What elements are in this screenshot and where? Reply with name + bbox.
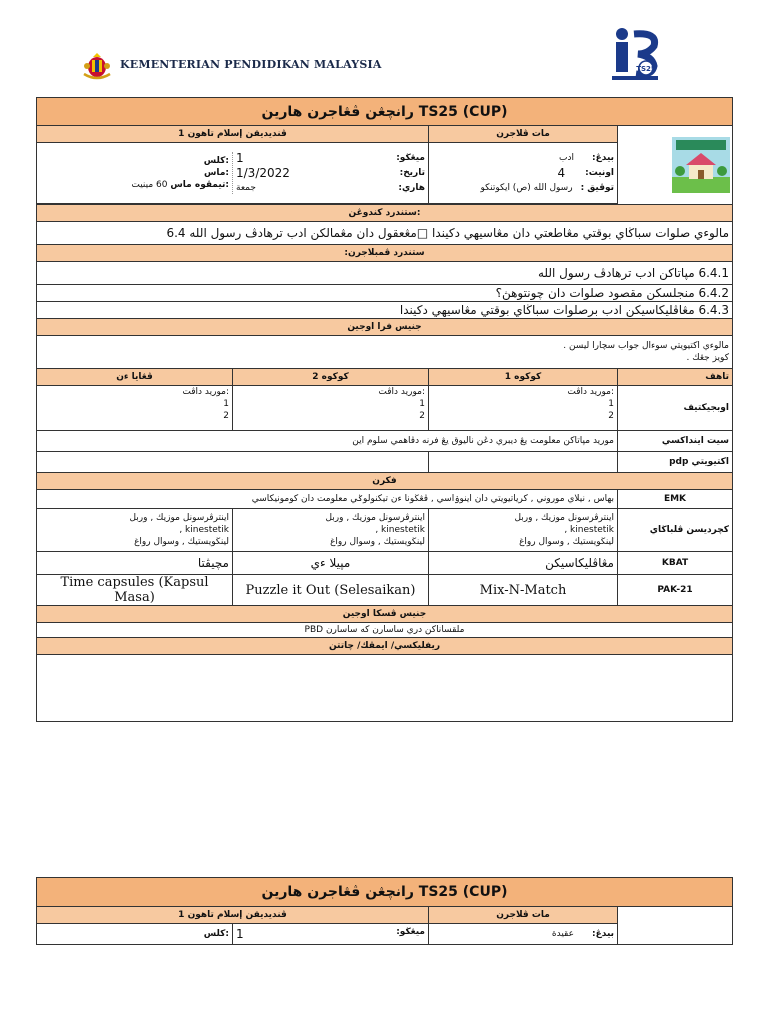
- minggu-label: :ميڠڬو: [396, 927, 425, 937]
- bidang-label: :بيدڠ: [591, 929, 614, 939]
- objektif-num-1: 1: [223, 399, 229, 409]
- pak21-pengayaan: Time capsules (Kapsul Masa): [37, 575, 233, 606]
- level-header-tahap: تاهف: [618, 369, 733, 386]
- pra-ujian-header: جنيس فرا اوجين: [37, 319, 733, 336]
- bidang-value: ادب: [559, 153, 574, 163]
- kelas-label: :كلس: [203, 156, 229, 166]
- aktiviti-label: اكتيويتي pdp: [618, 452, 733, 473]
- kecerdasan-line-1: اينترڤرسونل موزيك , وربل: [129, 513, 229, 523]
- ministry-name: KEMENTERIAN PENDIDIKAN MALAYSIA: [120, 58, 382, 71]
- subject-heading: مات ڤلاجرن: [429, 126, 618, 143]
- refleksi-header: ريفليكسي/ ايمڤك/ چاتتن: [37, 638, 733, 655]
- pak21-label: PAK-21: [618, 575, 733, 606]
- kecerdasan-line-2: kinestetik ,: [179, 525, 229, 535]
- lesson-plan-table-2: [36, 877, 733, 945]
- plan-title: رانچڠن ڤڠاجرن هارين TS25 (CUP): [37, 878, 733, 907]
- pra-ujian-line-1: مالوءي اكتيويتي سوءال جواب سچارا ليسن .: [563, 341, 729, 351]
- kecerdasan-line-3: لينڬويستيك , وسوال رواغ: [330, 537, 425, 547]
- plan2-bidang: [429, 924, 618, 945]
- ts25-logo-text: TS25: [636, 65, 656, 73]
- hari-value: جمعة: [236, 183, 256, 193]
- tajuk-value: رسول الله (ص) ايکوتنکو: [480, 183, 573, 193]
- kecerdasan-line-1: اينترڤرسونل موزيك , وربل: [325, 513, 425, 523]
- emk-value: بهاس , نيلاي موروني , كرياتيويتي دان اينوۏاسي , ڤڠڬونا ءن تيكنولوݢي معلومت دان كومونيكاسي: [37, 490, 618, 509]
- page-header: [0, 0, 768, 96]
- penilaian-header: جنيس ڤسكا اوجين: [37, 606, 733, 623]
- murid-dapat-text: :موريد داڤت: [182, 387, 229, 397]
- objektif-num-2: 2: [419, 411, 425, 421]
- murid-dapat-text: :موريد داڤت: [378, 387, 425, 397]
- bidang-label: :بيدڠ: [591, 153, 614, 163]
- aktiviti-cell-b: [429, 452, 618, 473]
- hari-label: :هاري: [398, 183, 425, 193]
- kbat-kukuh-2: مڽيلا ءي: [233, 552, 429, 575]
- plan2-minggu: [233, 924, 429, 945]
- objektif-label: اوبجيكتيف: [618, 386, 733, 431]
- kecerdasan-kukuh-1: [429, 509, 618, 552]
- masa-label: :ماس: [204, 168, 229, 178]
- set-induksi: موريد مڽاتاكن معلومت يڠ ديبري دڠن ناليوق يڠ فرنه دڤاهمي سلوم اين: [37, 431, 618, 452]
- pak21-kukuh-1: Mix-N-Match: [429, 575, 618, 606]
- standard-kandungan-header: :ستندرد كندوڠن: [37, 205, 733, 222]
- bidang-value: عقيدة: [551, 929, 574, 939]
- tarikh-label: :تاريخ: [399, 168, 425, 178]
- standard-kandungan: مالوءي صلوات سباڬاي بوقتي مڠاطعتي دان مڠاسيهي دكيندا □مڠعقول دان مڠمالكن ادب ترهادڤ رسول الله 6.4: [37, 222, 733, 245]
- level-header-kukuh-1: كوكوه 1: [429, 369, 618, 386]
- tajuk-label: : توڤيق: [580, 183, 614, 193]
- penilaian-value: PBD ملقساناكن دري ساسارن كه ساسارن: [37, 623, 733, 638]
- objektif-kukuh-1: [429, 386, 618, 431]
- aktiviti-cell-a: [37, 452, 429, 473]
- emk-label: EMK: [618, 490, 733, 509]
- unit-label: :اونيت: [585, 168, 614, 178]
- sp-item-2: 6.4.2 منجلسكن مقصود صلوات دان چونتوهڽ؟: [37, 285, 733, 302]
- minggu-label: :ميڠڬو: [396, 153, 425, 163]
- kecerdasan-line-3: لينڬويستيك , وسوال رواغ: [519, 537, 614, 547]
- kecerdasan-kukuh-2: [233, 509, 429, 552]
- minggu-value: 1: [236, 927, 244, 941]
- plan-title: رانچڠن ڤڠاجرن هارين TS25 (CUP): [37, 98, 733, 126]
- objektif-num-2: 2: [608, 411, 614, 421]
- kecerdasan-line-1: اينترڤرسونل موزيك , وربل: [514, 513, 614, 523]
- pra-ujian-content: [37, 336, 733, 369]
- kecerdasan-label: كچرديسن ڤلباڬاي: [618, 509, 733, 552]
- textbook-cover-icon: [672, 137, 730, 193]
- kelas-label: :كلس: [203, 929, 229, 939]
- objektif-pengayaan: [37, 386, 233, 431]
- unit-value: 4: [557, 166, 566, 180]
- objektif-kukuh-2: [233, 386, 429, 431]
- standard-pembelajaran-header: :ستندرد ڤمبلاجرن: [37, 245, 733, 262]
- sp-item-1: 6.4.1 مڽاتاكن ادب ترهادڤ رسول الله: [37, 262, 733, 285]
- ministry-crest-icon: [82, 52, 112, 80]
- lesson-plan-table-1: [36, 97, 733, 722]
- set-induksi-label: سيت اينداكسي: [618, 431, 733, 452]
- kbat-pengayaan: مچيڤتا: [37, 552, 233, 575]
- kbat-kukuh-1: مڠاڤليكاسيكن: [429, 552, 618, 575]
- kecerdasan-line-2: kinestetik ,: [564, 525, 614, 535]
- kecerdasan-pengayaan: [37, 509, 233, 552]
- kecerdasan-line-2: kinestetik ,: [375, 525, 425, 535]
- pak21-kukuh-2: Puzzle it Out (Selesaikan): [233, 575, 429, 606]
- subject-name: ڤندیدیقن إسلام تاهون 1: [37, 907, 429, 924]
- objektif-num-2: 2: [223, 411, 229, 421]
- tarikh-value: 1/3/2022: [236, 166, 290, 180]
- plan-info-right: [429, 143, 618, 204]
- plan-info-left: [37, 143, 429, 204]
- murid-dapat-text: :موريد داڤت: [567, 387, 614, 397]
- refleksi-area: [37, 655, 733, 722]
- pra-ujian-line-2: كويز جڠك .: [686, 353, 729, 363]
- minggu-value: 1: [236, 152, 244, 165]
- level-header-kukuh-2: كوكوه 2: [233, 369, 429, 386]
- fikir-header: فكرن: [37, 473, 733, 490]
- ts25-logo-icon: [608, 24, 662, 82]
- level-header-pengayaan: ڤڠايا ءن: [37, 369, 233, 386]
- plan2-kelas: [37, 924, 233, 945]
- objektif-num-1: 1: [419, 399, 425, 409]
- tempoh-label: :تيمڤوه ماس: [170, 180, 229, 190]
- textbook-cover-cell: [618, 126, 733, 205]
- subject-heading: مات ڤلاجرن: [429, 907, 618, 924]
- textbook-cover-cell: [618, 907, 733, 945]
- sp-item-3: 6.4.3 مڠاڤليكاسيكن ادب برصلوات سباڬاي بوقتي مڠاسيهي دكيندا: [37, 302, 733, 319]
- tempoh-value: 60 مينيت: [131, 180, 168, 190]
- kecerdasan-line-3: لينڬويستيك , وسوال رواغ: [134, 537, 229, 547]
- subject-name: ڤندیدیقن إسلام تاهون 1: [37, 126, 429, 143]
- kbat-label: KBAT: [618, 552, 733, 575]
- objektif-num-1: 1: [608, 399, 614, 409]
